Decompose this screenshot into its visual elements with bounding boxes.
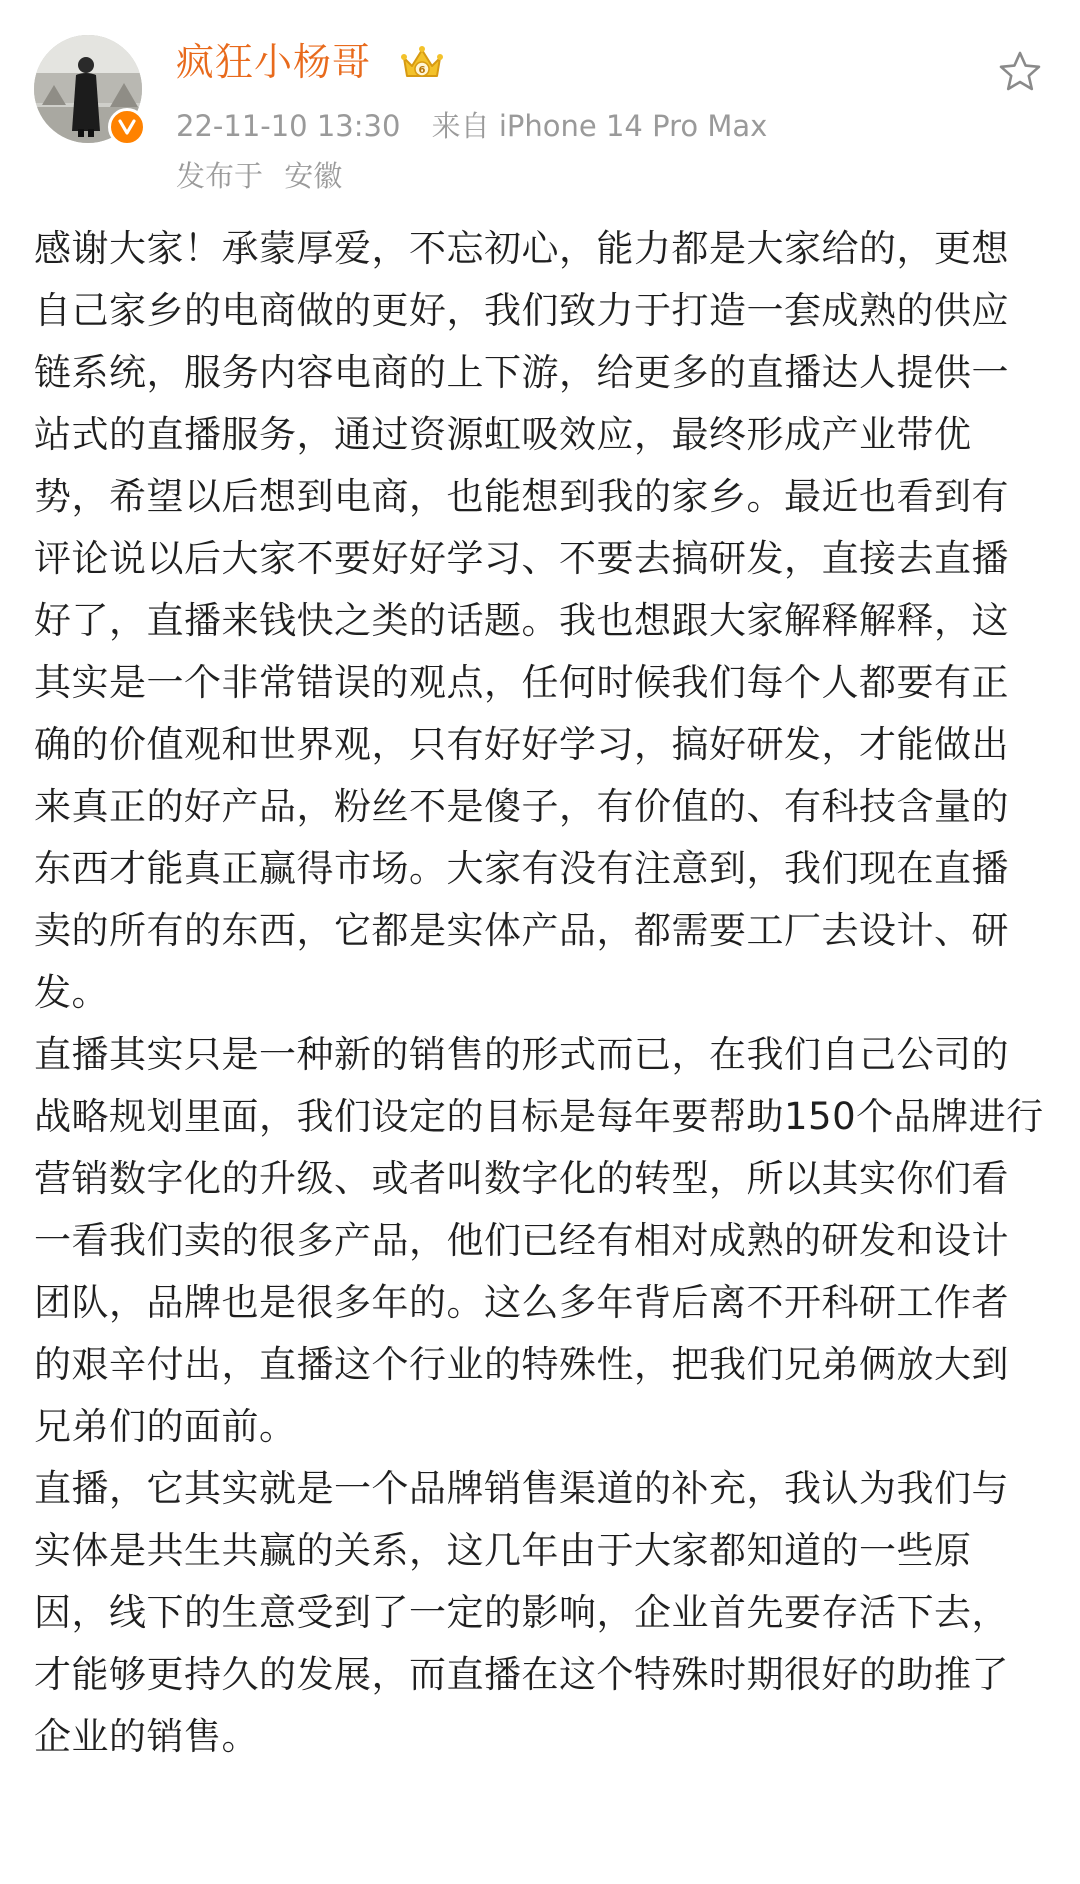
post-timestamp: 22-11-10 13:30 (176, 109, 401, 143)
location-prefix: 发布于 (176, 159, 264, 193)
post-paragraph-2: 直播其实只是一种新的销售的形式而已，在我们自己公司的战略规划里面，我们设定的目标是每年要帮助150个品牌进行营销数字化的升级、或者叫数字化的转型，所以其实你们看一看我们卖的很多产品，他们已经有相对成熟的研发和设计团队，品牌也是很多年的。这么多年背后离不开科研工作者的艰辛付出，直播这个行业的特殊性，把我们兄弟俩放大到兄弟们的面前。 (34, 1033, 1044, 1448)
star-outline-icon[interactable] (996, 48, 1044, 96)
post-meta (176, 106, 767, 146)
svg-text:6: 6 (418, 65, 426, 76)
post-location (176, 156, 342, 196)
post-body (34, 218, 1046, 1768)
author-name[interactable]: 疯狂小杨哥 (176, 40, 372, 84)
post-paragraph-3: 直播，它其实就是一个品牌销售渠道的补充，我认为我们与实体是共生共赢的关系，这几年由于大家都知道的一些原因，线下的生意受到了一定的影响，企业首先要存活下去，才能够更持久的发展，而直播在这个特殊时期很好的助推了企业的销售。 (34, 1467, 1009, 1758)
post-source: 来自 iPhone 14 Pro Max (431, 109, 768, 143)
post-paragraph-1: 感谢大家！承蒙厚爱，不忘初心，能力都是大家给的，更想自己家乡的电商做的更好，我们致力于打造一套成熟的供应链系统，服务内容电商的上下游，给更多的直播达人提供一站式的直播服务，通过资源虹吸效应，最终形成产业带优势，希望以后想到电商，也能想到我的家乡。最近也看到有评论说以后大家不要好好学习、不要去搞研发，直接去直播好了，直播来钱快之类的话题。我也想跟大家解释解释，这其实是一个非常错误的观点，任何时候我们每个人都要有正确的价值观和世界观，只有好好学习，搞好研发，才能做出来真正的好产品，粉丝不是傻子，有价值的、有科技含量的东西才能真正赢得市场。大家有没有注意到，我们现在直播卖的所有的东西，它都是实体产品，都需要工厂去设计、研发。 (34, 227, 1009, 1014)
verified-badge-icon (108, 108, 146, 146)
vip-crown-icon[interactable] (400, 44, 444, 82)
location-name: 安徽 (284, 159, 343, 193)
post-header (0, 0, 1080, 200)
